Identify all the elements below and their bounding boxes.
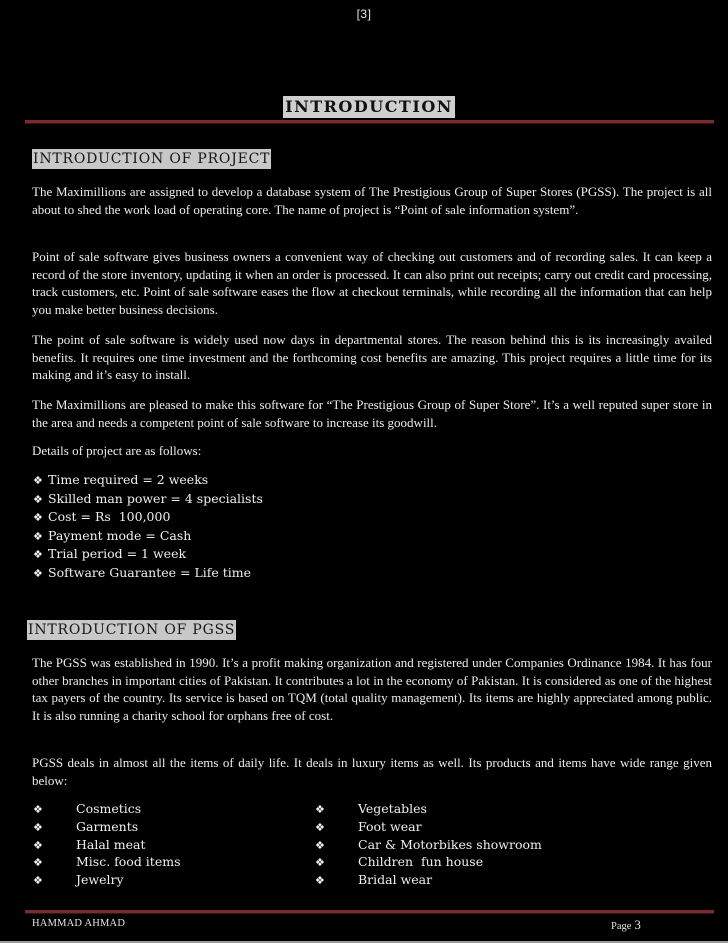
product-text: Garments	[76, 818, 139, 834]
product-text: Halal meat	[76, 836, 146, 852]
list-item	[33, 527, 263, 546]
diamond-bullet-icon: ❖	[33, 529, 43, 543]
products-list-right	[315, 801, 542, 890]
list-item	[33, 837, 181, 855]
title-container	[0, 96, 728, 118]
diamond-bullet-icon: ❖	[33, 856, 43, 870]
detail-text: Software Guarantee = Life time	[48, 564, 252, 580]
list-item	[33, 490, 263, 509]
page-title: INTRODUCTION	[285, 97, 453, 116]
header-rule-divider	[25, 120, 714, 123]
diamond-bullet-icon: ❖	[33, 492, 43, 506]
paragraph-details-intro: Details of project are as follows:	[32, 443, 202, 458]
product-text: Car & Motorbikes showroom	[358, 836, 542, 852]
list-item	[33, 471, 263, 490]
paragraph-pgss-1: The PGSS was established in 1990. It’s a profit making organization and registered under Companies Ordinance 1984. It has four other branches in important cities of Pakistan. It contributes a lot in the economy of Pakistan. It is considered as one of the highest tax payers of the country. Its service is based on TQM (total quality management). Its items are highly appreciated among public. It is also running a charity school for orphans free of cost.	[32, 655, 712, 723]
product-text: Foot wear	[358, 818, 422, 834]
footer-page-number	[611, 916, 641, 934]
product-text: Jewelry	[76, 872, 124, 888]
detail-text: Time required = 2 weeks	[48, 472, 209, 487]
page-label: Page	[611, 921, 632, 932]
diamond-bullet-icon: ❖	[33, 820, 43, 834]
diamond-bullet-icon: ❖	[33, 803, 43, 816]
list-item	[33, 801, 181, 819]
detail-text: Trial period = 1 week	[48, 546, 187, 562]
list-item	[315, 872, 542, 890]
page-number: 3	[634, 917, 641, 932]
product-text: Misc. food items	[76, 854, 181, 870]
diamond-bullet-icon: ❖	[33, 874, 43, 888]
paragraph-project-2: Point of sale software gives business owners a convenient way of checking out customers and of recording sales. It can keep a record of the store inventory, updating it when an order is processed. It can also print out receipts; carry out credit card processing, track customers, etc. Point of sale software eases the flow at checkout terminals, while recording all the information that can help you make better business decisions.	[32, 249, 712, 317]
paragraph-pgss-2: PGSS deals in almost all the items of daily life. It deals in luxury items as well. Its products and items have wide range given below:	[32, 755, 712, 788]
diamond-bullet-icon: ❖	[315, 838, 325, 852]
section-heading-pgss: INTRODUCTION OF PGSS	[28, 622, 236, 638]
detail-text: Skilled man power = 4 specialists	[48, 490, 263, 506]
diamond-bullet-icon: ❖	[33, 566, 43, 580]
diamond-bullet-icon: ❖	[33, 511, 43, 525]
list-item	[33, 564, 263, 583]
diamond-bullet-icon: ❖	[315, 803, 325, 816]
footer-rule-divider	[25, 910, 714, 913]
diamond-bullet-icon: ❖	[33, 548, 43, 562]
detail-text: Cost = Rs 100,000	[48, 509, 171, 525]
list-item	[33, 819, 181, 837]
list-item	[33, 854, 181, 872]
list-item	[33, 508, 263, 527]
product-text: Vegetables	[358, 801, 427, 816]
diamond-bullet-icon: ❖	[315, 856, 325, 870]
list-item	[33, 545, 263, 564]
list-item	[33, 872, 181, 890]
product-text: Cosmetics	[76, 801, 142, 816]
diamond-bullet-icon: ❖	[315, 820, 325, 834]
footer-author: HAMMAD AHMAD	[32, 918, 126, 929]
product-text: Children fun house	[358, 854, 484, 870]
list-item	[315, 837, 542, 855]
list-item	[315, 819, 542, 837]
product-text: Bridal wear	[358, 872, 433, 888]
detail-text: Payment mode = Cash	[48, 527, 192, 543]
paragraph-project-3: The point of sale software is widely used now days in departmental stores. The reason behind this is its increasingly availed benefits. It requires one time investment and the forthcoming cost benefits are amazing. This project requires a little time for its making and it’s easy to install.	[32, 332, 712, 383]
list-item	[315, 854, 542, 872]
diamond-bullet-icon: ❖	[315, 874, 325, 888]
products-list-left	[33, 801, 181, 890]
diamond-bullet-icon: ❖	[33, 838, 43, 852]
section-heading-project: INTRODUCTION OF PROJECT	[33, 151, 271, 167]
paragraph-project-4: The Maximillions are pleased to make this software for “The Prestigious Group of Super Store”. It’s a well reputed super store in the area and needs a competent point of sale software to increase its goodwill.	[32, 397, 712, 430]
header-page-number: [3]	[356, 7, 372, 21]
project-details-list	[33, 471, 263, 583]
diamond-bullet-icon: ❖	[33, 474, 43, 487]
list-item	[315, 801, 542, 819]
paragraph-project-1: The Maximillions are assigned to develop a database system of The Prestigious Group of Super Stores (PGSS). The project is all about to shed the work load of operating core. The name of project is “Point of sale information system”.	[32, 184, 712, 217]
